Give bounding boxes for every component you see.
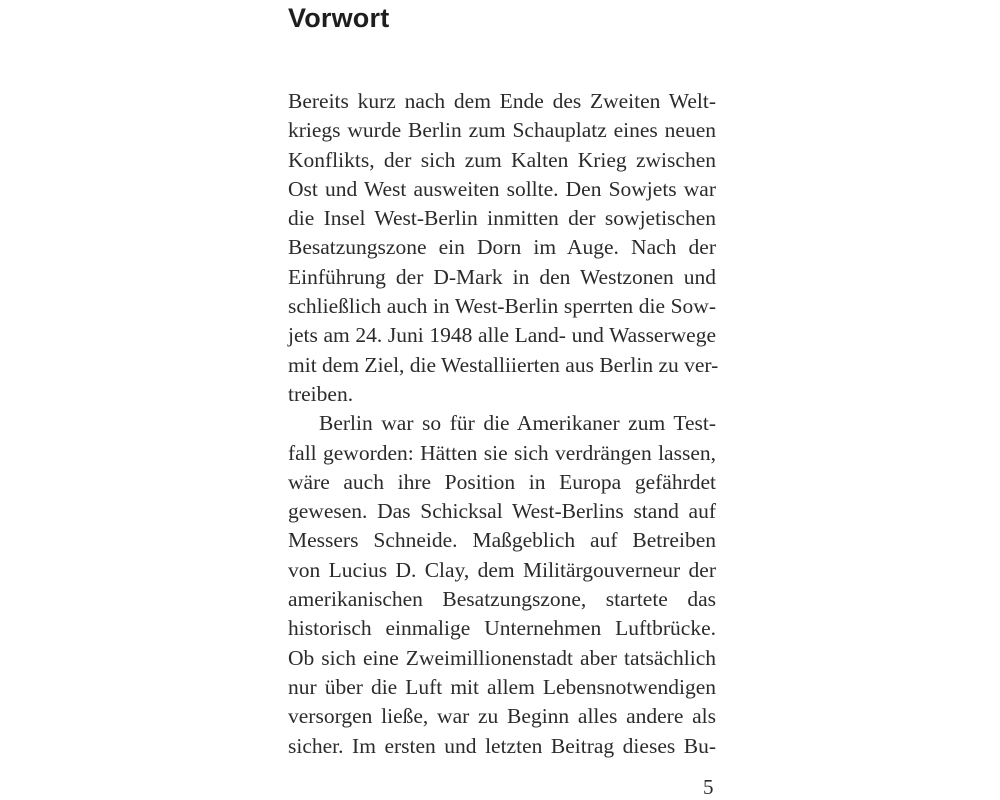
paragraph-end-line: treiben.	[288, 381, 354, 406]
paragraph-start-line: Berlin war so für die Amerikaner zum Test-	[319, 411, 716, 436]
text-line: Besatzungszone ein Dorn im Auge. Nach der	[288, 235, 716, 260]
page-number: 5	[703, 775, 714, 799]
text-line: mit dem Ziel, die Westalliierten aus Berlin zu ver-	[288, 352, 719, 377]
text-line: kriegs wurde Berlin zum Schauplatz eines neuen	[288, 118, 716, 143]
text-line: Einführung der D-Mark in den Westzonen und	[288, 264, 716, 289]
text-line: Messers Schneide. Maßgeblich auf Betreiben	[288, 528, 716, 553]
text-line: fall geworden: Hätten sie sich verdrängen lassen,	[288, 440, 716, 465]
text-line: Bereits kurz nach dem Ende des Zweiten Welt-	[288, 89, 716, 113]
text-line: sicher. Im ersten und letzten Beitrag dieses Bu-	[288, 733, 716, 758]
text-line: wäre auch ihre Position in Europa gefährdet	[288, 469, 716, 494]
text-line: Ob sich eine Zweimillionenstadt aber tatsächlich	[288, 645, 716, 670]
text-line: Konflikts, der sich zum Kalten Krieg zwischen	[288, 147, 716, 172]
text-line: gewesen. Das Schicksal West-Berlins stand auf	[288, 499, 716, 524]
text-line: die Insel West-Berlin inmitten der sowjetischen	[288, 206, 716, 231]
text-line: versorgen ließe, war zu Beginn alles andere als	[288, 704, 716, 729]
body-text	[288, 87, 719, 761]
text-line: amerikanischen Besatzungszone, startete das	[288, 587, 716, 612]
text-line: schließlich auch in West-Berlin sperrten die Sow-	[288, 294, 716, 319]
text-line: historisch einmalige Unternehmen Luftbrücke.	[288, 616, 716, 641]
chapter-heading: Vorwort	[288, 3, 390, 33]
text-line: nur über die Luft mit allem Lebensnotwendigen	[288, 674, 716, 699]
text-line: von Lucius D. Clay, dem Militärgouverneur der	[288, 557, 716, 582]
text-line: jets am 24. Juni 1948 alle Land- und Wasserwege	[288, 323, 716, 348]
text-line: Ost und West ausweiten sollte. Den Sowjets war	[288, 176, 716, 201]
